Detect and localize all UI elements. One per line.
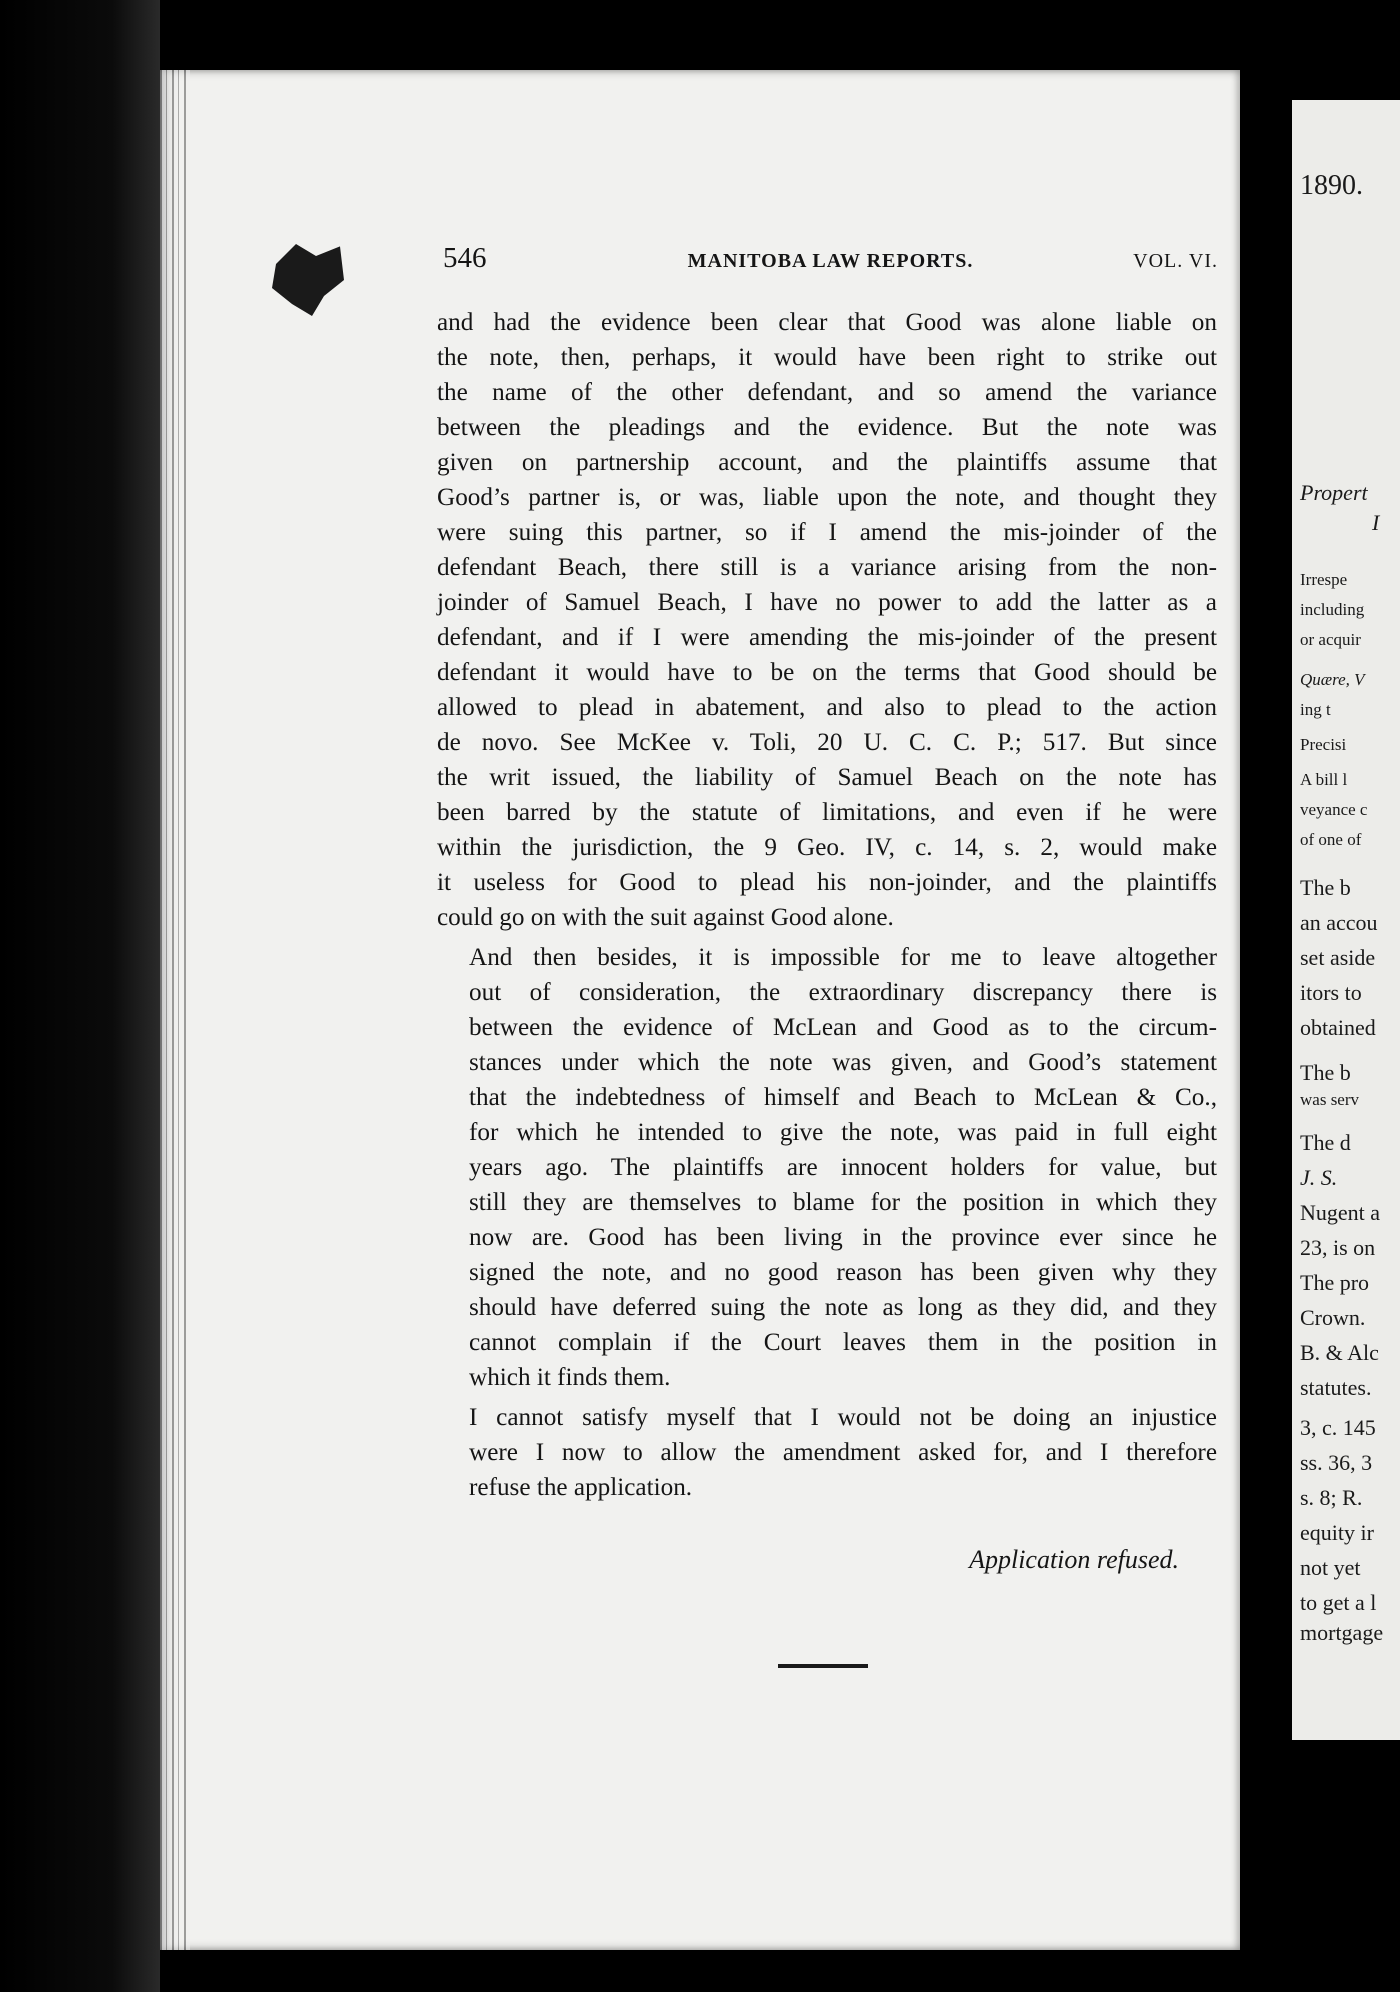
text-line: defendant, and if I were amending the mis-joinder of the present [437, 624, 1217, 651]
text-line: the writ issued, the liability of Samuel Beach on the note has [437, 764, 1217, 791]
text-line: the name of the other defendant, and so amend the variance [437, 379, 1217, 406]
adjacent-page-line: The pro [1300, 1270, 1370, 1295]
text-line: could go on with the suit against Good alone. [437, 904, 894, 931]
text-line: defendant it would have to be on the terms that Good should be [437, 659, 1217, 686]
paragraph-1 [437, 305, 1217, 935]
text-line: stances under which the note was given, and Good’s statement [469, 1049, 1217, 1076]
text-line: between the pleadings and the evidence. But the note was [437, 414, 1217, 441]
volume-label: VOL. VI. [1133, 250, 1218, 272]
adjacent-page-line: 23, is on [1300, 1235, 1376, 1260]
adjacent-page-line: veyance c [1300, 800, 1368, 819]
text-line: allowed to plead in abatement, and also to plead to the action [437, 694, 1217, 721]
text-line: joinder of Samuel Beach, I have no power to add the latter as a [437, 589, 1217, 616]
page-number: 546 [443, 242, 487, 274]
adjacent-page-line: equity ir [1300, 1520, 1374, 1545]
running-head: MANITOBA LAW REPORTS. [687, 250, 974, 272]
adjacent-page-line: I [1372, 510, 1380, 535]
text-line: given on partnership account, and the plaintiffs assume that [437, 449, 1217, 476]
adjacent-page-line: The d [1300, 1130, 1351, 1155]
book-gutter [1240, 0, 1292, 1992]
text-line: it useless for Good to plead his non-joinder, and the plaintiffs [437, 869, 1217, 896]
text-line: refuse the application. [469, 1474, 693, 1501]
text-line: been barred by the statute of limitations, and even if he were [437, 799, 1217, 826]
body-text [437, 305, 1217, 1505]
text-line: were suing this partner, so if I amend the mis-joinder of the [437, 519, 1217, 546]
adjacent-page-line: Crown. [1300, 1305, 1366, 1330]
adjacent-page-line: Irrespe [1300, 570, 1348, 589]
text-line: which it finds them. [469, 1364, 671, 1391]
adjacent-page-line: statutes. [1300, 1375, 1372, 1400]
text-line: between the evidence of McLean and Good as to the circum- [469, 1014, 1217, 1041]
end-rule [778, 1664, 868, 1668]
adjacent-page-line: Nugent a [1300, 1200, 1381, 1225]
text-line: defendant Beach, there still is a variance arising from the non- [437, 554, 1217, 581]
adjacent-page-line: itors to [1300, 980, 1362, 1005]
text-line: cannot complain if the Court leaves them in the position in [469, 1329, 1217, 1356]
adjacent-page-line: 1890. [1300, 170, 1363, 201]
text-line: I cannot satisfy myself that I would not be doing an injustice [469, 1404, 1217, 1431]
adjacent-page-line: Precisi [1300, 735, 1347, 754]
left-scan-margin [0, 0, 160, 1992]
text-line: within the jurisdiction, the 9 Geo. IV, c. 14, s. 2, would make [437, 834, 1217, 861]
adjacent-page-line: Propert [1300, 480, 1368, 505]
adjacent-page-line: s. 8; R. [1300, 1485, 1363, 1510]
adjacent-page-line: of one of [1300, 830, 1362, 849]
text-line: and had the evidence been clear that Good was alone liable on [437, 309, 1217, 336]
adjacent-page-line: 3, c. 145 [1300, 1415, 1376, 1440]
text-line: de novo. See McKee v. Toli, 20 U. C. C. P.; 517. But since [437, 729, 1217, 756]
adjacent-page-line: mortgage [1300, 1620, 1384, 1645]
text-line: years ago. The plaintiffs are innocent holders for value, but [469, 1154, 1217, 1181]
text-line: should have deferred suing the note as long as they did, and they [469, 1294, 1217, 1321]
page-header [443, 242, 1218, 282]
text-line: now are. Good has been living in the province ever since he [469, 1224, 1217, 1251]
adjacent-page-line: set aside [1300, 945, 1376, 970]
adjacent-page-line: to get a l [1300, 1590, 1377, 1615]
paragraph-2 [437, 940, 1217, 1395]
adjacent-page-line: Quære, V [1300, 670, 1365, 689]
adjacent-page-line: The b [1300, 875, 1351, 900]
text-line: were I now to allow the amendment asked for, and I therefore [469, 1439, 1217, 1466]
adjacent-page-line: ss. 36, 3 [1300, 1450, 1373, 1475]
adjacent-page [1292, 100, 1400, 1740]
text-line: that the indebtedness of himself and Beach to McLean & Co., [469, 1084, 1217, 1111]
adjacent-page-line: an accou [1300, 910, 1378, 935]
text-line: for which he intended to give the note, was paid in full eight [469, 1119, 1217, 1146]
text-line: signed the note, and no good reason has been given why they [469, 1259, 1217, 1286]
adjacent-page-line: The b [1300, 1060, 1351, 1085]
adjacent-page-line: A bill l [1300, 770, 1348, 789]
text-line: Good’s partner is, or was, liable upon the note, and thought they [437, 484, 1217, 511]
text-line: And then besides, it is impossible for me to leave altogether [469, 944, 1217, 971]
adjacent-page-line: including [1300, 600, 1365, 619]
text-line: out of consideration, the extraordinary discrepancy there is [469, 979, 1217, 1006]
adjacent-page-line: not yet [1300, 1555, 1361, 1580]
adjacent-page-line: ing t [1300, 700, 1331, 719]
page-edge [160, 70, 190, 1950]
adjacent-page-line: B. & Alc [1300, 1340, 1379, 1365]
text-line: the note, then, perhaps, it would have been right to strike out [437, 344, 1217, 371]
decision-line: Application refused. [969, 1545, 1179, 1574]
adjacent-page-line: was serv [1300, 1090, 1360, 1109]
adjacent-page-line: J. S. [1300, 1165, 1338, 1190]
adjacent-page-line: obtained [1300, 1015, 1376, 1040]
adjacent-page-line: or acquir [1300, 630, 1361, 649]
text-line: still they are themselves to blame for the position in which they [469, 1189, 1217, 1216]
paragraph-3 [437, 1400, 1217, 1505]
